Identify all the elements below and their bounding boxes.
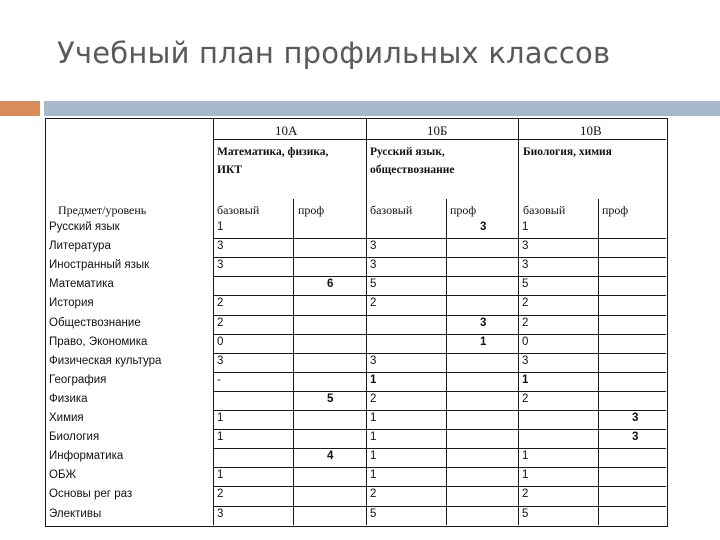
subject-cell: История xyxy=(49,297,94,310)
value-cell: 3 xyxy=(522,259,529,272)
subject-cell: Обществознание xyxy=(49,316,141,329)
value-cell: 3 xyxy=(217,240,224,253)
value-cell: 1 xyxy=(522,373,529,386)
value-cell: 0 xyxy=(522,335,529,348)
value-cell: 0 xyxy=(217,335,224,348)
subject-cell: География xyxy=(49,373,107,386)
value-cell: 3 xyxy=(217,354,224,367)
value-cell: 1 xyxy=(370,412,377,424)
level-10b-base: базовый xyxy=(370,203,413,217)
value-cell: 1 xyxy=(217,221,224,233)
value-cell: 3 xyxy=(480,221,487,233)
value-cell: 3 xyxy=(480,316,487,329)
class-header-10v: 10В xyxy=(580,123,602,138)
subject-cell: Право, Экономика xyxy=(49,335,148,348)
subject-cell: Информатика xyxy=(49,450,124,463)
level-header: Предмет/уровень xyxy=(58,203,147,217)
class-header-10b: 10Б xyxy=(427,123,448,138)
subject-cell: Русский язык xyxy=(49,221,120,233)
value-cell: 5 xyxy=(370,507,377,520)
value-cell: 1 xyxy=(217,469,224,482)
profile-10a-line1: Математика, физика, xyxy=(217,146,329,158)
value-cell: 5 xyxy=(522,507,529,520)
value-cell: 5 xyxy=(522,278,529,291)
value-cell: 2 xyxy=(370,392,377,405)
value-cell: - xyxy=(217,373,221,386)
value-cell: 3 xyxy=(632,412,639,424)
value-cell: 1 xyxy=(217,431,224,444)
level-10v-prof: проф xyxy=(602,203,629,217)
curriculum-table xyxy=(45,118,668,527)
value-cell: 1 xyxy=(370,373,377,386)
value-cell: 2 xyxy=(522,316,529,329)
value-cell: 3 xyxy=(632,431,639,444)
value-cell: 1 xyxy=(370,450,377,463)
value-cell: 5 xyxy=(327,392,334,405)
value-cell: 3 xyxy=(370,354,377,367)
grid-vline-10a-prof xyxy=(293,199,294,525)
value-cell: 3 xyxy=(370,240,377,253)
profile-10v: Биология, химия xyxy=(523,146,612,158)
level-10a-base: базовый xyxy=(217,203,260,217)
grid-vline-10v-prof xyxy=(598,199,599,525)
grid-vline-10b-prof xyxy=(446,199,447,525)
subject-cell: Основы рег раз xyxy=(49,488,133,501)
value-cell: 2 xyxy=(522,488,529,501)
subject-cell: Биология xyxy=(49,431,100,444)
value-cell: 1 xyxy=(370,431,377,444)
value-cell: 2 xyxy=(522,392,529,405)
value-cell: 1 xyxy=(522,221,529,233)
profile-10a-line2: ИКТ xyxy=(217,164,242,176)
level-10a-prof: проф xyxy=(298,203,325,217)
value-cell: 1 xyxy=(522,469,529,482)
grid-hline-classes xyxy=(213,139,666,140)
value-cell: 4 xyxy=(327,450,334,463)
subject-cell: Физика xyxy=(49,392,88,405)
class-header-10a: 10А xyxy=(275,123,298,138)
value-cell: 1 xyxy=(480,335,487,348)
value-cell: 1 xyxy=(522,450,529,463)
accent-bar-blue xyxy=(44,101,720,116)
value-cell: 1 xyxy=(370,469,377,482)
value-cell: 2 xyxy=(370,297,377,310)
value-cell: 2 xyxy=(217,488,224,501)
value-cell: 3 xyxy=(370,259,377,272)
subject-cell: Математика xyxy=(49,278,114,291)
grid-vline-subject xyxy=(213,119,214,525)
subject-cell: ОБЖ xyxy=(49,469,77,482)
slide-title: Учебный план профильных классов xyxy=(57,36,611,70)
subject-cell: Физическая культура xyxy=(49,354,162,367)
value-cell: 2 xyxy=(522,297,529,310)
subject-cell: Иностранный язык xyxy=(49,259,150,272)
profile-10b-line1: Русский язык, xyxy=(370,146,445,158)
subject-cell: Литература xyxy=(49,240,111,253)
grid-vline-10b xyxy=(366,119,367,525)
level-10v-base: базовый xyxy=(523,203,566,217)
grid-vline-10v xyxy=(518,119,519,525)
accent-bar-orange xyxy=(0,101,40,116)
value-cell: 2 xyxy=(217,316,224,329)
profile-10b-line2: обществознание xyxy=(370,164,455,176)
value-cell: 6 xyxy=(327,278,334,291)
value-cell: 3 xyxy=(522,240,529,253)
value-cell: 1 xyxy=(217,412,224,424)
value-cell: 3 xyxy=(217,259,224,272)
value-cell: 3 xyxy=(217,507,224,520)
level-10b-prof: проф xyxy=(450,203,477,217)
value-cell: 3 xyxy=(522,354,529,367)
value-cell: 5 xyxy=(370,278,377,291)
subject-cell: Элективы xyxy=(49,507,102,520)
subject-cell: Химия xyxy=(49,412,84,424)
value-cell: 2 xyxy=(217,297,224,310)
value-cell: 2 xyxy=(370,488,377,501)
